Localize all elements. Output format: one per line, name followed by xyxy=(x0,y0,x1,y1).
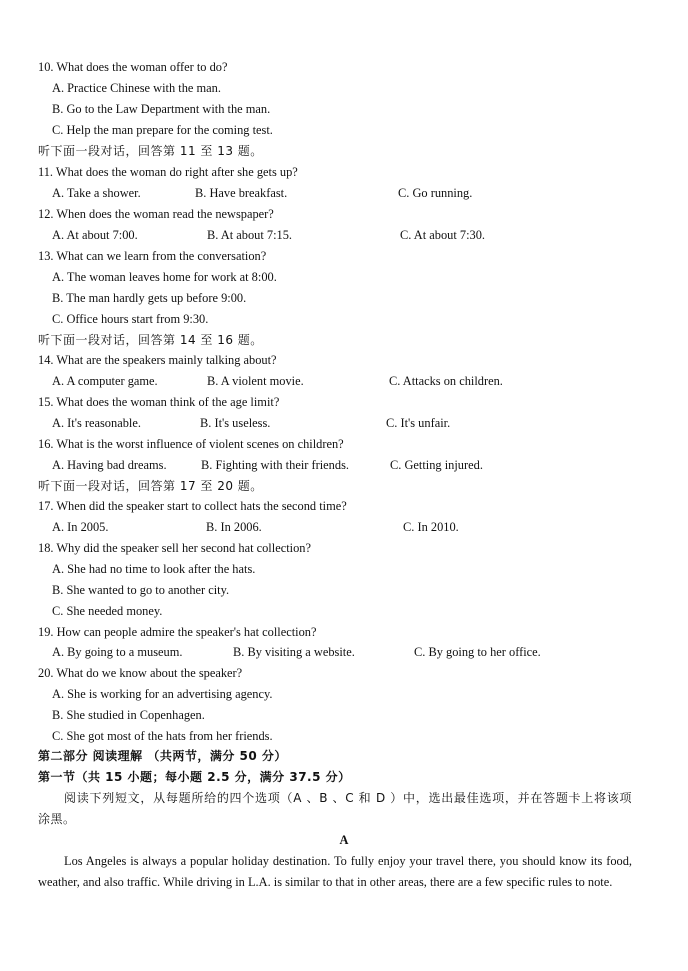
option-19c: C. By going to her office. xyxy=(414,645,541,659)
question-10: 10. What does the woman offer to do? xyxy=(38,60,228,74)
part-two-title: 第二部分 阅读理解 （共两节，满分 50 分） xyxy=(38,749,287,763)
option-19b: B. By visiting a website. xyxy=(233,645,355,659)
question-15: 15. What does the woman think of the age limit? xyxy=(38,395,280,409)
question-18: 18. Why did the speaker sell her second hat collection? xyxy=(38,541,311,555)
option-11c: C. Go running. xyxy=(398,186,473,200)
option-17b: B. In 2006. xyxy=(206,520,262,534)
listening-instruction-11-13: 听下面一段对话，回答第 11 至 13 题。 xyxy=(38,144,263,158)
question-16: 16. What is the worst influence of violent scenes on children? xyxy=(38,437,344,451)
option-16b: B. Fighting with their friends. xyxy=(201,458,349,472)
option-12b: B. At about 7:15. xyxy=(207,228,293,242)
option-14c: C. Attacks on children. xyxy=(389,374,503,388)
option-20c: C. She got most of the hats from her friends. xyxy=(52,729,273,743)
option-13b: B. The man hardly gets up before 9:00. xyxy=(52,291,247,305)
option-14a: A. A computer game. xyxy=(52,374,158,388)
option-17c: C. In 2010. xyxy=(403,520,459,534)
option-20b: B. She studied in Copenhagen. xyxy=(52,708,205,722)
option-15b: B. It's useless. xyxy=(200,416,271,430)
option-14b: B. A violent movie. xyxy=(207,374,304,388)
passage-label: A xyxy=(339,833,349,847)
question-17: 17. When did the speaker start to collect hats the second time? xyxy=(38,499,347,513)
option-16c: C. Getting injured. xyxy=(390,458,483,472)
option-13a: A. The woman leaves home for work at 8:00. xyxy=(52,270,277,284)
option-19a: A. By going to a museum. xyxy=(52,645,183,659)
option-15a: A. It's reasonable. xyxy=(52,416,141,430)
option-12c: C. At about 7:30. xyxy=(400,228,486,242)
option-13c: C. Office hours start from 9:30. xyxy=(52,312,209,326)
option-10a: A. Practice Chinese with the man. xyxy=(52,81,221,95)
question-13: 13. What can we learn from the conversation? xyxy=(38,249,267,263)
question-19: 19. How can people admire the speaker's hat collection? xyxy=(38,625,317,639)
option-12a: A. At about 7:00. xyxy=(52,228,138,242)
reading-instructions: 阅读下列短文，从每题所给的四个选项（A 、B 、C 和 D ）中，选出最佳选项，并在答题卡上将该项涂黑。 xyxy=(38,791,632,826)
option-16a: A. Having bad dreams. xyxy=(52,458,167,472)
listening-instruction-17-20: 听下面一段对话，回答第 17 至 20 题。 xyxy=(38,479,263,493)
option-18b: B. She wanted to go to another city. xyxy=(52,583,230,597)
option-17a: A. In 2005. xyxy=(52,520,109,534)
listening-instruction-14-16: 听下面一段对话，回答第 14 至 16 题。 xyxy=(38,333,263,347)
option-10c: C. Help the man prepare for the coming test. xyxy=(52,123,273,137)
passage-paragraph: Los Angeles is always a popular holiday destination. To fully enjoy your travel there, you should know its food, weather, and also traffic. While driving in L.A. is similar to that in other areas, there are a few specific rules to note. xyxy=(38,854,632,889)
option-11a: A. Take a shower. xyxy=(52,186,141,200)
question-20: 20. What do we know about the speaker? xyxy=(38,666,243,680)
option-11b: B. Have breakfast. xyxy=(195,186,288,200)
question-11: 11. What does the woman do right after she gets up? xyxy=(38,165,298,179)
section-one-title: 第一节（共 15 小题；每小题 2.5 分，满分 37.5 分） xyxy=(38,770,351,784)
option-18c: C. She needed money. xyxy=(52,604,163,618)
option-10b: B. Go to the Law Department with the man. xyxy=(52,102,271,116)
option-15c: C. It's unfair. xyxy=(386,416,451,430)
question-14: 14. What are the speakers mainly talking about? xyxy=(38,353,277,367)
option-18a: A. She had no time to look after the hats. xyxy=(52,562,256,576)
option-20a: A. She is working for an advertising agency. xyxy=(52,687,273,701)
question-12: 12. When does the woman read the newspaper? xyxy=(38,207,274,221)
